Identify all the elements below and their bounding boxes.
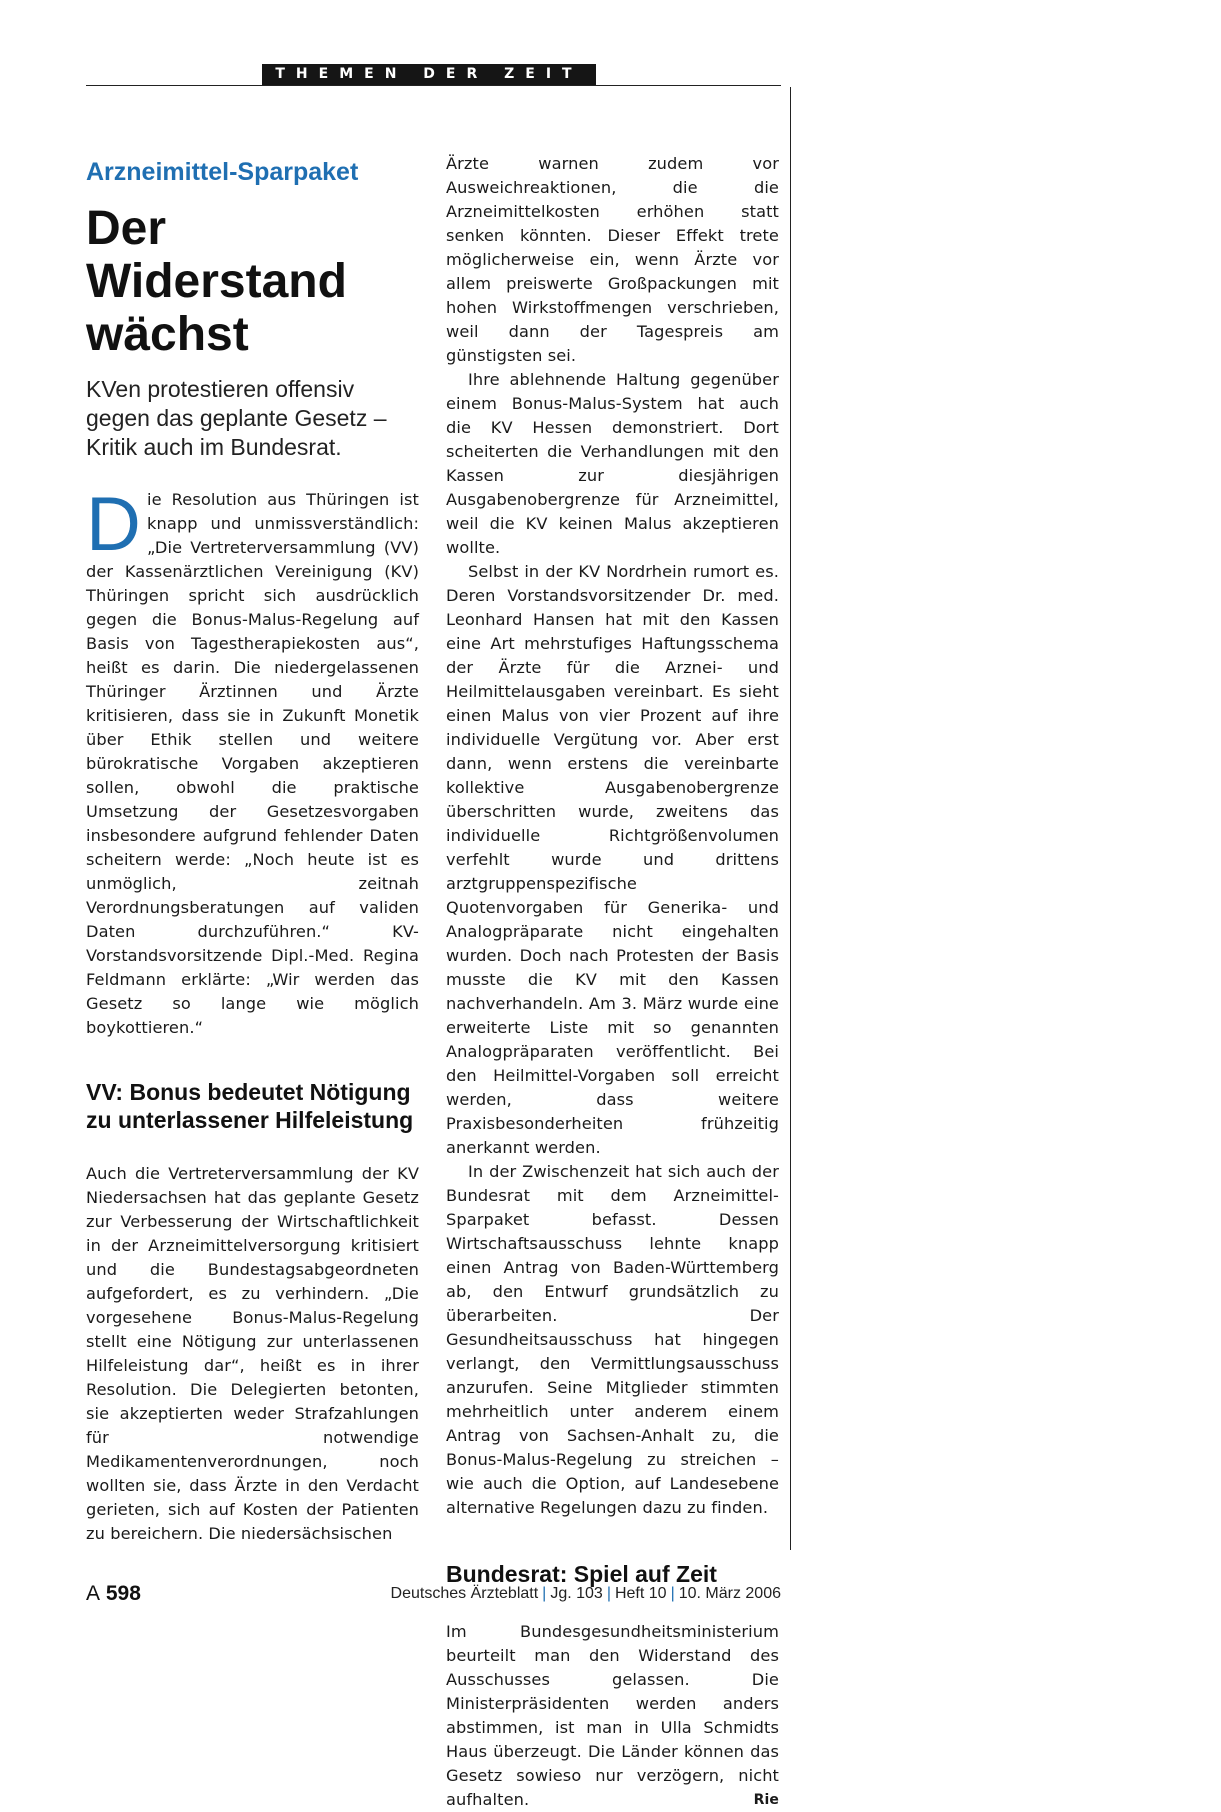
article-headline: Der Widerstand wächst — [86, 202, 347, 361]
page-number-value: 598 — [105, 1582, 141, 1605]
lead-text: ie Resolution aus Thüringen ist knapp und unmissverständlich: „Die Vertreterversammlung (VV) der Kassenärztlichen Vereinigung (KV) Thüringen spricht sich ausdrücklich gegen die Bonus-Malus-Regelung auf Basis von Tagestherapiekosten aus“, heißt es darin. Die niedergelassenen Thüringer Ärztinnen und Ärzte kritisieren, dass sie in Zukunft Monetik über Ethik stellen und weitere bürokratische Vorgaben akzeptieren sollen, obwohl die praktische Umsetzung der Gesetzesvorgaben insbesondere aufgrund fehlender Daten scheitern werde: „Noch heute ist es unmöglich, zeitnah Verordnungsberatungen auf validen Daten durchzuführen.“ KV-Vorstandsvorsitzende Dipl.-Med. Regina Feldmann erklärte: „Wir werden das Gesetz so lange wie möglich boykottieren.“ — [86, 490, 419, 1037]
paragraph-bundesrat: In der Zwischenzeit hat sich auch der Bundesrat mit dem Arzneimittel-Sparpaket befasst. Dessen Wirtschaftsausschuss lehnte knapp einen Antrag von Baden-Württemberg ab, den Entwurf grundsätzlich zu überarbeiten. Der Gesundheitsausschuss hat hingegen verlangt, den Vermittlungsausschuss anzurufen. Seine Mitglieder stimmten mehrheitlich unter anderem einem Antrag von Sachsen-Anhalt zu, die Bonus-Malus-Regelung zu streichen – wie auch die Option, auf Landesebene alternative Regelungen dazu zu finden. — [446, 1162, 779, 1517]
author-signature: Rie — [753, 1792, 779, 1808]
paragraph-niedersachsen-continued: Ärzte warnen zudem vor Ausweichreaktionen, die die Arzneimittelkosten erhöhen statt senken könnten. Dieser Effekt trete möglicherweise ein, wenn Ärzte vor allem preiswerte Großpackungen mit hohen Wirkstoffmengen verschrieben, weil dann der Tagespreis am günstigsten sei. — [446, 154, 779, 365]
top-rule — [86, 85, 781, 86]
paragraph-ministerium — [446, 1620, 779, 1812]
paragraph-nordrhein: Selbst in der KV Nordrhein rumort es. Deren Vorstandsvorsitzender Dr. med. Leonhard Hansen hat mit den Kassen eine Art mehrstufiges Haftungsschema der Ärzte für die Arznei- und Heilmittelausgaben vereinbart. Es sieht einen Malus von vier Prozent auf ihre individuelle Vergütung vor. Aber erst dann, wenn erstens die vereinbarte kollektive Ausgabenobergrenze überschritten wurde, zweitens das individuelle Richtgrößenvolumen verfehlt wurde und drittens arztgruppenspezifische Quotenvorgaben für Generika- und Analogpräparate nicht eingehalten wurden. Doch nach Protesten der Basis musste die KV mit den Kassen nachverhandeln. Am 3. März wurde eine erweiterte Liste mit so genannten Analogpräparaten veröffentlicht. Bei den Heilmittel-Vorgaben soll erreicht werden, dass weitere Praxisbesonderheiten frühzeitig anerkannt werden. — [446, 562, 779, 1157]
page-footer — [86, 1582, 781, 1608]
closing-text: Im Bundesgesundheitsministerium beurteilt man den Widerstand des Ausschusses gelassen. Die Ministerpräsidenten werden anders abstimmen, ist man in Ulla Schmidts Haus überzeugt. Die Länder können das Gesetz sowieso nur verzögern, nicht aufhalten. — [446, 1622, 779, 1809]
section-header: THEMEN DER ZEIT — [262, 64, 596, 85]
page-number — [86, 1582, 141, 1606]
paragraph-hessen: Ihre ablehnende Haltung gegenüber einem Bonus-Malus-System hat auch die KV Hessen demonstriert. Dort scheiterten die Verhandlungen mit den Kassen zur diesjährigen Ausgabenobergrenze für Arzneimittel, weil die KV keinen Malus akzeptieren wollte. — [446, 370, 779, 557]
column-left — [86, 152, 419, 1557]
drop-cap: D — [86, 482, 141, 567]
lead-paragraph — [86, 482, 419, 1040]
subheading-bundesrat: Bundesrat: Spiel auf Zeit — [446, 1561, 717, 1587]
article-kicker: Arzneimittel-Sparpaket — [86, 158, 359, 186]
article-teaser: KVen protestieren offensiv gegen das geplante Gesetz – Kritik auch im Bundesrat. — [86, 376, 387, 460]
page-prefix: A — [86, 1582, 101, 1605]
subheading-vv: VV: Bonus bedeutet Nötigung zu unterlassener Hilfeleistung — [86, 1079, 414, 1133]
journal-info: Deutsches Ärzteblatt | Jg. 103 | Heft 10 | 10. März 2006 — [390, 1585, 781, 1602]
journal-name: Deutsches Ärzteblatt — [390, 1585, 539, 1602]
journal-volume: Jg. 103 — [550, 1585, 603, 1602]
journal-issue: Heft 10 — [614, 1585, 667, 1602]
column-rule — [790, 87, 791, 1550]
paragraph-niedersachsen: Auch die Vertreterversammlung der KV Niedersachsen hat das geplante Gesetz zur Verbesserung der Wirtschaftlichkeit in der Arzneimittelversorgung kritisiert und die Bundestagsabgeordneten aufgefordert, es zu verhindern. „Die vorgesehene Bonus-Malus-Regelung stellt eine Nötigung zur unterlassenen Hilfeleistung dar“, heißt es in ihrer Resolution. Die Delegierten betonten, sie akzeptierten weder Strafzahlungen für notwendige Medikamentenverordnungen, noch wollten sie, dass Ärzte in den Verdacht gerieten, sich auf Kosten der Patienten zu bereichern. Die niedersächsischen — [86, 1164, 419, 1543]
journal-date: 10. März 2006 — [678, 1585, 781, 1602]
